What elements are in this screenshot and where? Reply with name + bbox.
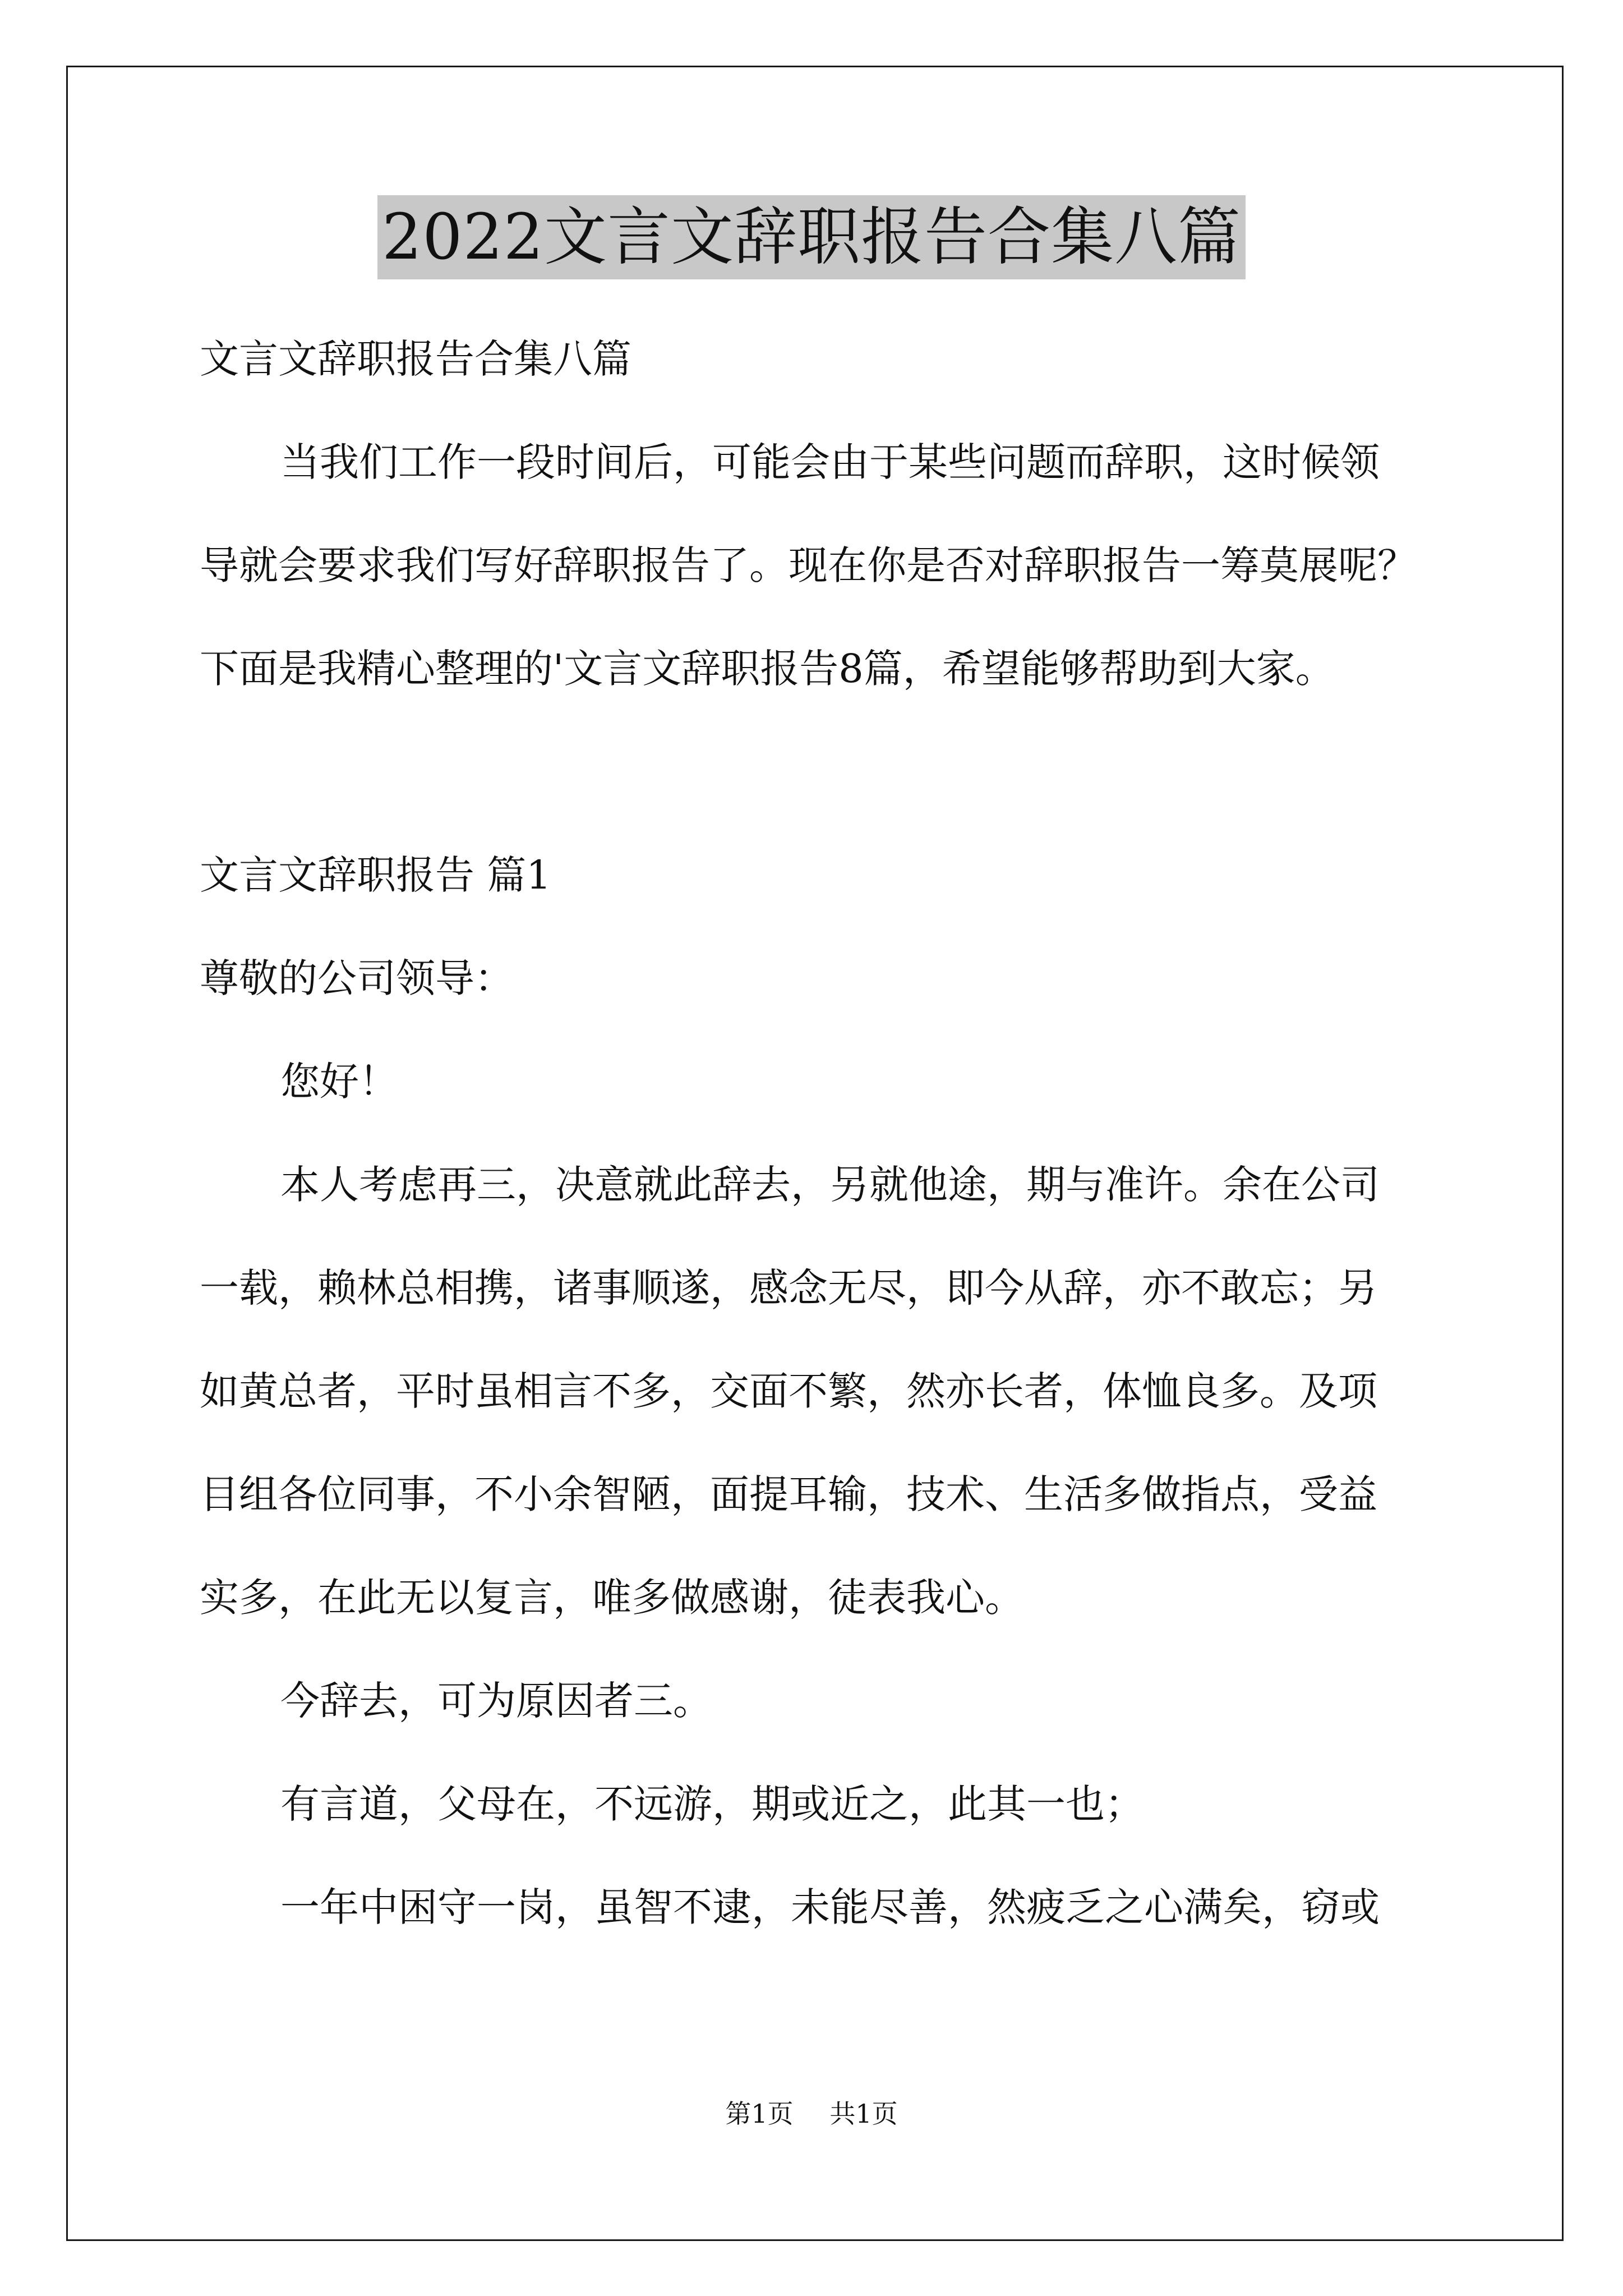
- body-line: 一载，赖林总相携，诸事顺遂，感念无尽，即今从辞，亦不敢忘；另: [200, 1265, 1377, 1311]
- body-line: 如黄总者，平时虽相言不多，交面不繁，然亦长者，体恤良多。及项: [200, 1368, 1377, 1414]
- body-line: 本人考虑再三，决意就此辞去，另就他途，期与准许。余在公司: [280, 1162, 1380, 1208]
- greeting: 您好！: [280, 1059, 398, 1105]
- reason-intro: 今辞去，可为原因者三。: [280, 1678, 712, 1724]
- body-line: 实多，在此无以复言，唯多做感谢，徒表我心。: [200, 1575, 1024, 1621]
- body-line: 目组各位同事，不小余智陋，面提耳输，技术、生活多做指点，受益: [200, 1471, 1377, 1517]
- section-heading: 文言文辞职报告 篇1: [200, 852, 551, 898]
- document-subtitle: 文言文辞职报告合集八篇: [200, 336, 631, 382]
- page-number-current: 第1页: [725, 2099, 794, 2129]
- paragraph-gap: [200, 720, 1461, 823]
- title-wrap: [0, 195, 1623, 279]
- document-title[interactable]: 2022文言文辞职报告合集八篇: [377, 195, 1246, 279]
- intro-line: 下面是我精心整理的'文言文辞职报告8篇，希望能够帮助到大家。: [200, 646, 1335, 692]
- page-number-total: 共1页: [829, 2099, 898, 2129]
- document-body: [200, 307, 1461, 1959]
- salutation: 尊敬的公司领导：: [200, 955, 514, 1001]
- intro-line: 当我们工作一段时间后，可能会由于某些问题而辞职，这时候领: [280, 439, 1380, 485]
- intro-line: 导就会要求我们写好辞职报告了。现在你是否对辞职报告一筹莫展呢？: [200, 542, 1417, 588]
- reason-one: 有言道，父母在，不远游，期或近之，此其一也；: [280, 1781, 1144, 1827]
- reason-two-line: 一年中困守一岗，虽智不逮，未能尽善，然疲乏之心满矣，窃或: [280, 1884, 1380, 1930]
- page-footer: [0, 2097, 1623, 2131]
